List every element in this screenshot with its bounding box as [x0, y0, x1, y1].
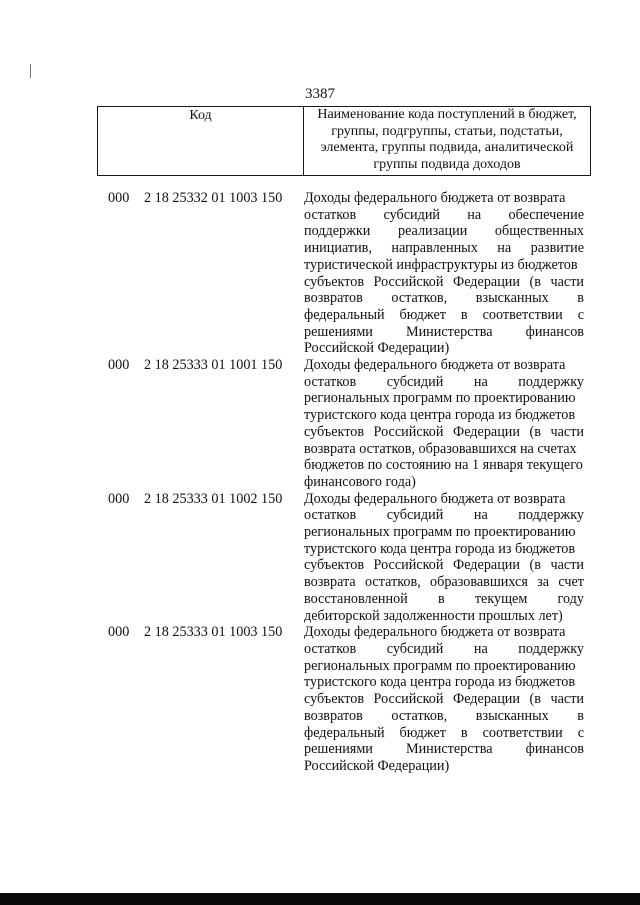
revenue-code: 2 18 25333 01 1003 150 [144, 624, 283, 641]
description-line: остатков субсидий на поддержку [304, 640, 584, 657]
description-line: Российской Федерации) [304, 340, 450, 357]
revenue-description [304, 190, 584, 357]
revenue-description [304, 357, 584, 491]
page-number: 3387 [305, 86, 335, 102]
scan-bottom-edge [0, 893, 640, 905]
description-line: субъектов Российской Федерации (в части [304, 423, 584, 440]
header-name-line: группы подвида доходов [373, 156, 521, 172]
description-line: Доходы федерального бюджета от возврата [304, 190, 566, 206]
revenue-code: 2 18 25333 01 1002 150 [144, 490, 283, 507]
description-line: субъектов Российской Федерации (в части [304, 691, 584, 708]
description-line: туристической инфраструктуры из бюджетов [304, 256, 578, 273]
header-name-line: элемента, группы подвида, аналитической [320, 140, 574, 155]
table-row [0, 624, 640, 774]
description-line: решениями Министерства финансов [304, 741, 584, 758]
description-line: возвратов остатков, взысканных в [304, 290, 584, 307]
description-line: возврата остатков, образовавшихся за счет [304, 574, 584, 591]
description-line: финансового года) [304, 473, 416, 490]
margin-mark [30, 64, 31, 78]
description-line: субъектов Российской Федерации (в части [304, 557, 584, 574]
header-code-column: Код [98, 107, 304, 175]
description-line: восстановленной в текущем году [304, 590, 584, 607]
description-line: возвратов остатков, взысканных в [304, 707, 584, 724]
description-line: бюджетов по состоянию на 1 января текущего [304, 457, 583, 474]
description-line: поддержки реализации общественных [304, 223, 584, 240]
description-line: остатков субсидий на поддержку [304, 373, 584, 390]
header-name-line: группы, подгруппы, статьи, подстатьи, [331, 123, 563, 139]
revenue-description [304, 491, 584, 625]
table-row [0, 491, 640, 625]
description-line: федеральный бюджет в соответствии с [304, 306, 584, 323]
description-line: Российской Федерации) [304, 757, 450, 774]
admin-code: 000 [108, 357, 130, 374]
table-row [0, 357, 640, 491]
header-name-line: Наименование кода поступлений в бюджет, [317, 107, 577, 122]
description-line: дебиторской задолженности прошлых лет) [304, 607, 563, 624]
admin-code: 000 [108, 624, 130, 641]
description-line: инициатив, направленных на развитие [304, 240, 584, 257]
description-line: туристского кода центра города из бюджетов [304, 540, 576, 557]
description-line: Доходы федерального бюджета от возврата [304, 490, 566, 507]
description-line: возврата остатков, образовавшихся на счетах [304, 440, 577, 457]
description-line: субъектов Российской Федерации (в части [304, 273, 584, 290]
description-line: решениями Министерства финансов [304, 323, 584, 340]
table-row [0, 190, 640, 357]
description-line: федеральный бюджет в соответствии с [304, 724, 584, 741]
admin-code: 000 [108, 490, 130, 507]
description-line: региональных программ по проектированию [304, 524, 576, 541]
description-line: Доходы федерального бюджета от возврата [304, 357, 566, 374]
description-line: региональных программ по проектированию [304, 390, 576, 407]
description-line: региональных программ по проектированию [304, 657, 576, 674]
table-body [0, 190, 640, 775]
description-line: туристского кода центра города из бюджетов [304, 407, 576, 424]
revenue-description [304, 624, 584, 774]
table-header [97, 106, 591, 176]
description-line: остатков субсидий на обеспечение [304, 206, 584, 223]
description-line: остатков субсидий на поддержку [304, 507, 584, 524]
revenue-code: 2 18 25333 01 1001 150 [144, 357, 283, 374]
description-line: Доходы федерального бюджета от возврата [304, 624, 566, 641]
header-name-column [304, 107, 590, 175]
admin-code: 000 [108, 190, 130, 206]
description-line: туристского кода центра города из бюджетов [304, 674, 576, 691]
revenue-code: 2 18 25332 01 1003 150 [144, 190, 283, 206]
